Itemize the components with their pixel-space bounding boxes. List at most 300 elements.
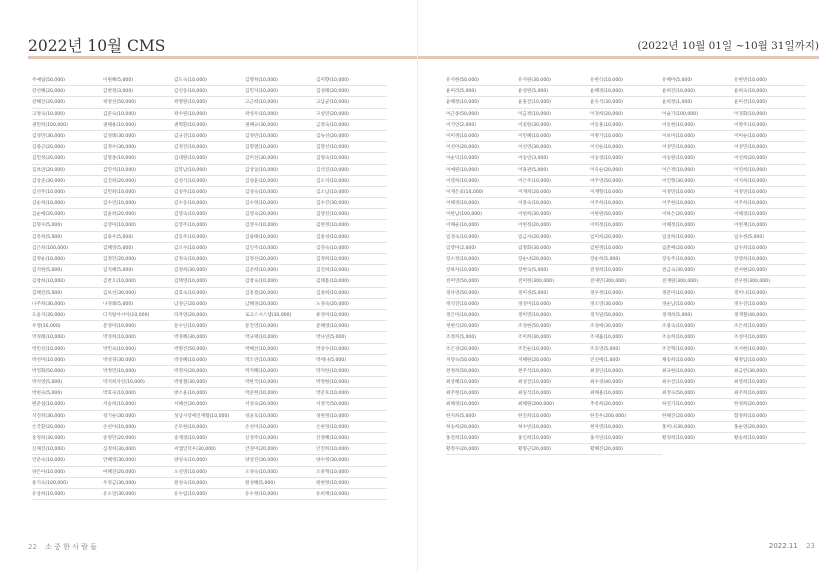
donor-entry: 박나연(5,000): [316, 332, 387, 343]
donor-entry: 이재은외(10,000): [446, 187, 518, 198]
donor-entry: 김대원(10,000): [174, 153, 245, 164]
donor-entry: 박규택(10,000): [245, 332, 316, 343]
donor-entry: 이보미(10,000): [662, 131, 734, 142]
donor-entry: 김녹선(20,000): [316, 131, 387, 142]
donor-entry: 박혜선(10,000): [245, 344, 316, 355]
donor-entry: 이동훈(10,000): [590, 120, 662, 131]
donor-entry: 임정화(30,000): [518, 243, 590, 254]
donor-entry: 최영희(10,000): [734, 377, 806, 388]
donor-entry: 이연희(10,000): [734, 165, 806, 176]
donor-entry: 박상수(10,000): [316, 344, 387, 355]
donor-entry: 서정국(50,000): [316, 399, 387, 410]
donor-entry: 유희재(10,000): [316, 489, 387, 500]
donor-entry: 임금자(20,000): [518, 232, 590, 243]
donor-entry: 손선아(10,000): [103, 422, 174, 433]
donor-entry: 디지털아시아(10,000): [103, 310, 174, 321]
donor-entry: 김인주(10,000): [245, 243, 316, 254]
donor-entry: 이승원(10,000): [662, 153, 734, 164]
donor-entry: 추옥희(20,000): [590, 399, 662, 410]
donor-entry: 임경숙(10,000): [446, 232, 518, 243]
donor-entry: 김상준(30,000): [32, 176, 103, 187]
donor-entry: 이한남(100,000): [446, 209, 518, 220]
donor-entry: 최금련(30,000): [734, 366, 806, 377]
donor-entry: 이하은(20,000): [662, 209, 734, 220]
donor-entry: 홍순영(20,000): [734, 422, 806, 433]
donor-entry: 김명희(10,000): [245, 75, 316, 86]
donor-entry: 장현숙(5,000): [518, 265, 590, 276]
donor-entry: 정문미(10,000): [662, 288, 734, 299]
donor-entry: 김석진(10,000): [316, 165, 387, 176]
donor-entry: 장하자(10,000): [446, 265, 518, 276]
donor-entry: 최상혜(10,000): [446, 377, 518, 388]
donor-entry: 강선혜(20,000): [32, 86, 103, 97]
donor-entry: 홍인희(10,000): [518, 433, 590, 444]
donor-entry: 최일석(10,000): [518, 388, 590, 399]
donor-entry: 성남시장애인재활(10,000): [174, 411, 245, 422]
donor-entry: 로고스시스템(30,000): [245, 310, 316, 321]
donor-entry: 강혜진(20,000): [32, 97, 103, 108]
donor-entry: 최규현(10,000): [662, 366, 734, 377]
donor-entry: 조승희(10,000): [662, 332, 734, 343]
donor-entry: 양성숙(10,000): [174, 455, 245, 466]
donor-entry: 최정숙(50,000): [662, 388, 734, 399]
donor-entry: 송정민(20,000): [103, 433, 174, 444]
donor-entry: 김동주(10,000): [174, 232, 245, 243]
donor-entry: 정재철(40,000): [734, 310, 806, 321]
footer-label: 소 중 한 사 람 들: [45, 543, 97, 551]
donor-entry: 심정희(30,000): [103, 444, 174, 455]
donor-entry: 안준숙(10,000): [32, 455, 103, 466]
donor-entry: 박성혜(10,000): [174, 355, 245, 366]
donor-entry: 김은희(100,000): [32, 243, 103, 254]
donor-entry: 박정민(10,000): [103, 366, 174, 377]
donor-entry: 한지희(5,000): [446, 411, 518, 422]
donor-entry: 김현정(10,000): [316, 220, 387, 231]
page-number: 23: [806, 542, 815, 550]
donor-entry: 신경주(10,000): [245, 433, 316, 444]
donor-entry: 고근희(10,000): [245, 97, 316, 108]
donor-entry: 이근종(50,000): [446, 109, 518, 120]
donor-entry: 이경화(10,000): [734, 109, 806, 120]
donor-entry: 이해순(10,000): [446, 220, 518, 231]
donor-entry: 임영미(2,000): [446, 243, 518, 254]
donor-entry: 박준호(10,000): [316, 388, 387, 399]
footer-right: [769, 542, 815, 550]
donor-entry: 박세나(5,000): [316, 355, 387, 366]
donor-entry: 전미영(50,000): [446, 276, 518, 287]
donor-entry: 이선희(20,000): [734, 153, 806, 164]
donor-entry: 김창숙(10,000): [245, 276, 316, 287]
donor-entry: 김영미(10,000): [103, 220, 174, 231]
donor-entry: 정미경(5,000): [518, 288, 590, 299]
donor-entry: 김보연(20,000): [32, 165, 103, 176]
donor-entry: 박선미(10,000): [32, 355, 103, 366]
donor-entry: 김순희(10,000): [32, 198, 103, 209]
donor-entry: 손국환(20,000): [32, 422, 103, 433]
donor-entry: 유현빈(10,000): [734, 75, 806, 86]
donor-entry: 구설연(20,000): [316, 109, 387, 120]
donor-entry: 김현정(3,000): [103, 86, 174, 97]
donor-entry: 윤혜경(10,000): [590, 86, 662, 97]
donor-entry: 김명선(10,000): [316, 142, 387, 153]
donor-entry: 이경희(20,000): [590, 109, 662, 120]
donor-entry: 김정순(10,000): [32, 254, 103, 265]
donor-entry: 곽명원(10,000): [174, 97, 245, 108]
donor-entry: 김경례(30,000): [103, 131, 174, 142]
donor-entry: 최주희(10,000): [734, 388, 806, 399]
title-divider: [418, 56, 819, 59]
donor-entry: 정다영(50,000): [446, 288, 518, 299]
donor-entry: 손현경(10,000): [316, 422, 387, 433]
donor-list-left: [32, 75, 387, 500]
donor-entry: 양수정(30,000): [316, 455, 387, 466]
donor-entry: 김수정(10,000): [245, 198, 316, 209]
donor-entry: 이재희(20,000): [518, 187, 590, 198]
donor-entry: 김명열(10,000): [245, 142, 316, 153]
donor-entry: 원성숙(10,000): [174, 478, 245, 489]
donor-entry: 서혜선(20,000): [174, 399, 245, 410]
donor-entry: 이미순(10,000): [734, 131, 806, 142]
donor-entry: 안경미(20,000): [245, 444, 316, 455]
donor-entry: 석진희(30,000): [32, 411, 103, 422]
donor-entry: 김미선(30,000): [245, 153, 316, 164]
donor-entry: 문혜영(10,000): [316, 321, 387, 332]
donor-entry: 조서현(10,000): [734, 344, 806, 355]
donor-entry: 박창철(30,000): [174, 377, 245, 388]
donor-entry: 진선애(1,000): [590, 355, 662, 366]
donor-entry: 장소정(10,000): [446, 254, 518, 265]
donor-entry: 김전숙(10,000): [316, 243, 387, 254]
donor-entry: 김경진(10,000): [174, 142, 245, 153]
donor-entry: 김진희(10,000): [316, 265, 387, 276]
donor-entry: 이정민(10,000): [662, 187, 734, 198]
donor-entry: 류경미(10,000): [316, 310, 387, 321]
donor-entry: 이용관(5,000): [518, 165, 590, 176]
donor-entry: 전우현(300,000): [734, 276, 806, 287]
donor-entry: 조미희(30,000): [518, 332, 590, 343]
donor-entry: 박경례(10,000): [32, 332, 103, 343]
donor-entry: 황명근(20,000): [518, 444, 590, 455]
donor-entry: 박소연(10,000): [245, 355, 316, 366]
donor-entry: 박경혜(30,000): [174, 332, 245, 343]
donor-entry: 유지원(30,000): [518, 75, 590, 86]
donor-entry: 유수임(10,000): [174, 489, 245, 500]
donor-entry: 송정희(30,000): [32, 433, 103, 444]
donor-entry: 이주현(10,000): [662, 198, 734, 209]
donor-entry: 조정희(5,000): [446, 332, 518, 343]
donor-entry: 이선순(10,000): [590, 142, 662, 153]
donor-entry: 박효숙(10,000): [103, 388, 174, 399]
donor-entry: 권혁환(10,000): [174, 120, 245, 131]
donor-entry: 곽정선(50,000): [103, 97, 174, 108]
donor-entry: 김민정(20,000): [32, 153, 103, 164]
donor-entry: 김민석(10,000): [103, 165, 174, 176]
donor-entry: 권해용(10,000): [103, 120, 174, 131]
donor-entry: 우정금(30,000): [103, 478, 174, 489]
donor-entry: 이예원(10,000): [446, 165, 518, 176]
donor-entry: 김옥희(5,000): [32, 232, 103, 243]
donor-entry: 문진영(10,000): [245, 321, 316, 332]
donor-entry: 조은경(20,000): [446, 344, 518, 355]
donor-entry: 김용태(10,000): [245, 232, 316, 243]
donor-entry: 박준현(10,000): [245, 388, 316, 399]
donor-entry: 이재형(10,000): [590, 187, 662, 198]
donor-entry: 정성미(10,000): [518, 299, 590, 310]
donor-entry: 이승연(3,000): [518, 153, 590, 164]
donor-entry: 정석진(10,000): [446, 299, 518, 310]
donor-entry: 김수연(10,000): [103, 198, 174, 209]
donor-entry: 문수인(10,000): [174, 321, 245, 332]
date-range-title: (2022년 10월 01일 ~10월 31일까지): [637, 40, 819, 52]
donor-entry: 이민혜(10,000): [518, 131, 590, 142]
donor-entry: 변준섭(10,000): [32, 399, 103, 410]
donor-entry: 주예림(50,000): [32, 75, 103, 86]
donor-entry: 이영희(10,000): [446, 176, 518, 187]
donor-entry: 이승경(10,000): [590, 153, 662, 164]
donor-entry: 윤미리(5,000): [446, 86, 518, 97]
donor-entry: 곽성우(10,000): [245, 109, 316, 120]
donor-entry: 김경민(30,000): [32, 131, 103, 142]
donor-entry: 이혜정(10,000): [662, 220, 734, 231]
donor-entry: 김진희(20,000): [103, 176, 174, 187]
donor-entry: 김소지(10,000): [316, 176, 387, 187]
donor-entry: 김경수(30,000): [103, 142, 174, 153]
donor-entry: 정소영(30,000): [590, 299, 662, 310]
page-number: 22: [28, 543, 37, 551]
donor-entry: 정미영(10,000): [518, 310, 590, 321]
footer-left: [28, 542, 97, 552]
donor-entry: 박지혜(10,000): [245, 366, 316, 377]
donor-entry: 윤유석(30,000): [590, 97, 662, 108]
donor-entry: 김보선(30,000): [103, 288, 174, 299]
donor-entry: 김성숙(10,000): [245, 187, 316, 198]
donor-entry: 김윤희(20,000): [103, 209, 174, 220]
donor-entry: 김명수(5,000): [32, 220, 103, 231]
donor-entry: 김지혜(5,000): [103, 265, 174, 276]
donor-entry: 이한원(50,000): [590, 209, 662, 220]
donor-entry: 황정수(20,000): [446, 444, 518, 455]
donor-entry: 조경애(30,000): [590, 321, 662, 332]
donor-entry: 나경례(5,000): [103, 299, 174, 310]
donor-entry: 신정혜(10,000): [316, 433, 387, 444]
donor-entry: 권민희(100,000): [32, 120, 103, 131]
donor-entry: 노경숙(20,000): [316, 299, 387, 310]
donor-entry: 남혜경(20,000): [245, 299, 316, 310]
donor-entry: 박명진(50,000): [174, 344, 245, 355]
donor-entry: 김영선(10,000): [316, 209, 387, 220]
donor-entry: 박성경(30,000): [103, 355, 174, 366]
donor-entry: 신채진(10,000): [32, 444, 103, 455]
donor-entry: 최해원(200,000): [518, 399, 590, 410]
donor-entry: 금정숙(10,000): [316, 120, 387, 131]
donor-entry: 이인형(30,000): [662, 176, 734, 187]
donor-entry: 김영수(10,000): [245, 220, 316, 231]
donor-entry: 김정선(20,000): [245, 254, 316, 265]
donor-entry: 유수정(10,000): [245, 489, 316, 500]
donor-entry: 허수빈(10,000): [518, 422, 590, 433]
donor-entry: 김성태(20,000): [316, 86, 387, 97]
donor-entry: 황혜진(20,000): [590, 444, 662, 455]
donor-entry: 이해경(10,000): [734, 209, 806, 220]
donor-entry: 김효숙(10,000): [174, 288, 245, 299]
donor-entry: 씨엠인덕우(30,000): [174, 444, 245, 455]
donor-entry: 김경빈(10,000): [245, 131, 316, 142]
donor-entry: 천정희(50,000): [446, 366, 518, 377]
donor-entry: 김상일(10,000): [245, 165, 316, 176]
donor-entry: 김영숙(10,000): [174, 209, 245, 220]
donor-entry: 김태영(10,000): [174, 276, 245, 287]
donor-entry: 이선영(30,000): [518, 142, 590, 153]
donor-entry: 손모현(10,000): [174, 422, 245, 433]
donor-entry: 김수동(10,000): [174, 198, 245, 209]
donor-entry: 원성혜(5,000): [245, 478, 316, 489]
donor-entry: 고정숙(10,000): [32, 109, 103, 120]
donor-entry: 최해용(10,000): [590, 388, 662, 399]
donor-entry: 한진희(10,000): [518, 411, 590, 422]
donor-entry: 전미현(300,000): [518, 276, 590, 287]
donor-entry: 지혜원(20,000): [518, 355, 590, 366]
donor-entry: 윤희정(1,000): [662, 97, 734, 108]
donor-entry: 이명주(10,000): [734, 120, 806, 131]
donor-entry: 조진혁(10,000): [662, 344, 734, 355]
donor-entry: 조세률(10,000): [590, 332, 662, 343]
donor-entry: 이은주(10,000): [518, 176, 590, 187]
donor-entry: 장순녀(20,000): [518, 254, 590, 265]
donor-entry: 김용성(10,000): [316, 232, 387, 243]
donor-entry: 이현정(20,000): [518, 220, 590, 231]
donor-entry: 오선영(10,000): [174, 467, 245, 478]
donor-entry: 박정현(10,000): [316, 377, 387, 388]
left-page: [0, 0, 417, 573]
donor-entry: 전세민(300,000): [590, 276, 662, 287]
donor-entry: 전경희(10,000): [590, 265, 662, 276]
donor-entry: 김명숙(10,000): [316, 153, 387, 164]
donor-entry: 채정임(10,000): [734, 355, 806, 366]
donor-entry: 김흥걸(20,000): [245, 288, 316, 299]
donor-entry: 권혜규(30,000): [245, 120, 316, 131]
donor-entry: 최수경(40,000): [590, 377, 662, 388]
donor-entry: 이미정(10,000): [446, 131, 518, 142]
donor-entry: 남경근(20,000): [174, 299, 245, 310]
donor-entry: 김성주(10,000): [174, 187, 245, 198]
donor-entry: 황승희(10,000): [734, 433, 806, 444]
donor-entry: 윤홍진(10,000): [518, 97, 590, 108]
donor-entry: 박지영(5,000): [32, 377, 103, 388]
donor-entry: 이유순(20,000): [590, 165, 662, 176]
donor-entry: 유지현(50,000): [446, 75, 518, 86]
donor-entry: 박현숙(5,000): [32, 388, 103, 399]
donor-entry: 김용우(5,000): [103, 232, 174, 243]
donor-entry: 박지희자연(10,000): [103, 377, 174, 388]
donor-entry: 이주영(50,000): [590, 176, 662, 187]
donor-entry: 이현희(30,000): [518, 209, 590, 220]
donor-entry: 원현정(10,000): [316, 478, 387, 489]
donor-entry: 김태흠(10,000): [316, 276, 387, 287]
donor-entry: 정수진(10,000): [734, 299, 806, 310]
donor-entry: 양성진(30,000): [245, 455, 316, 466]
donor-entry: 전서현(20,000): [734, 265, 806, 276]
donor-entry: 정현식(20,000): [446, 321, 518, 332]
donor-entry: 방소윤(10,000): [174, 388, 245, 399]
donor-entry: 조민순(10,000): [518, 344, 590, 355]
donor-entry: 이종숙(10,000): [518, 198, 590, 209]
donor-entry: 용기숙(100,000): [32, 478, 103, 489]
donor-entry: 김성식(10,000): [174, 176, 245, 187]
donor-entry: 채송희(10,000): [662, 355, 734, 366]
donor-entry: 이희정(10,000): [590, 220, 662, 231]
donor-entry: 김정희(10,000): [316, 254, 387, 265]
page-title: 2022년 10월 CMS: [28, 37, 166, 55]
donor-entry: 김소남(10,000): [316, 187, 387, 198]
donor-entry: 임현정(10,000): [590, 243, 662, 254]
donor-entry: 정미나(10,000): [734, 288, 806, 299]
donor-entry: 정지일(50,000): [590, 310, 662, 321]
donor-entry: 김창희(10,000): [32, 276, 103, 287]
donor-entry: 이선미(20,000): [446, 142, 518, 153]
donor-entry: 이성민(10,000): [662, 142, 734, 153]
donor-entry: 김선주(10,000): [32, 187, 103, 198]
donor-entry: 오경숙(10,000): [245, 467, 316, 478]
donor-entry: 박민숙(10,000): [103, 344, 174, 355]
donor-entry: 유현식(10,000): [590, 75, 662, 86]
donor-entry: 서승희(10,000): [103, 399, 174, 410]
donor-entry: 이주희(10,000): [590, 198, 662, 209]
donor-entry: 조호영(5,000): [590, 344, 662, 355]
donor-entry: 홍미나(30,000): [662, 422, 734, 433]
donor-entry: 곽수원(10,000): [174, 109, 245, 120]
donor-entry: 이길원(30,000): [518, 120, 590, 131]
footer-label: 2022.11: [768, 542, 798, 550]
donor-entry: 현자영(10,000): [590, 422, 662, 433]
donor-entry: 조광숙(10,000): [662, 321, 734, 332]
donor-entry: 김수진(30,000): [316, 198, 387, 209]
donor-entry: 유소연(30,000): [103, 489, 174, 500]
donor-entry: 이슬기(100,000): [662, 109, 734, 120]
donor-entry: 지영숙(50,000): [446, 355, 518, 366]
donor-entry: 박연화(50,000): [32, 366, 103, 377]
donor-entry: 이금정(10,000): [518, 109, 590, 120]
donor-entry: 임상희(10,000): [662, 232, 734, 243]
donor-entry: 조은희(10,000): [734, 321, 806, 332]
donor-entry: 이주희(10,000): [734, 198, 806, 209]
donor-entry: 김민희(10,000): [103, 187, 174, 198]
donor-entry: 함경희(10,000): [734, 411, 806, 422]
donor-entry: 한진우(200,000): [590, 411, 662, 422]
donor-entry: 박경희(10,000): [103, 332, 174, 343]
right-page: [418, 0, 835, 573]
donor-entry: 김준희(10,000): [245, 265, 316, 276]
donor-entry: 천주석(10,000): [518, 366, 590, 377]
donor-entry: 장순희(5,000): [590, 254, 662, 265]
donor-entry: 최해경(10,000): [446, 399, 518, 410]
donor-entry: 이원혜(5,000): [103, 75, 174, 86]
donor-entry: 서성숙(20,000): [245, 399, 316, 410]
donor-entry: 김종근(20,000): [32, 142, 103, 153]
donor-entry: 이현재(10,000): [734, 220, 806, 231]
donor-entry: 김정숙(10,000): [174, 254, 245, 265]
donor-entry: 허승희(20,000): [446, 422, 518, 433]
donor-entry: 안진희(10,000): [316, 444, 387, 455]
title-divider: [28, 56, 417, 59]
donor-list-right: [446, 75, 806, 455]
donor-entry: 황경희(10,000): [662, 433, 734, 444]
donor-entry: 최수진(10,000): [662, 377, 734, 388]
donor-entry: 성현정(10,000): [316, 411, 387, 422]
donor-entry: 윤희진(10,000): [662, 86, 734, 97]
donor-entry: 성기순(30,000): [103, 411, 174, 422]
donor-entry: 오흥혁(10,000): [316, 467, 387, 478]
donor-entry: 김영숙(20,000): [245, 209, 316, 220]
